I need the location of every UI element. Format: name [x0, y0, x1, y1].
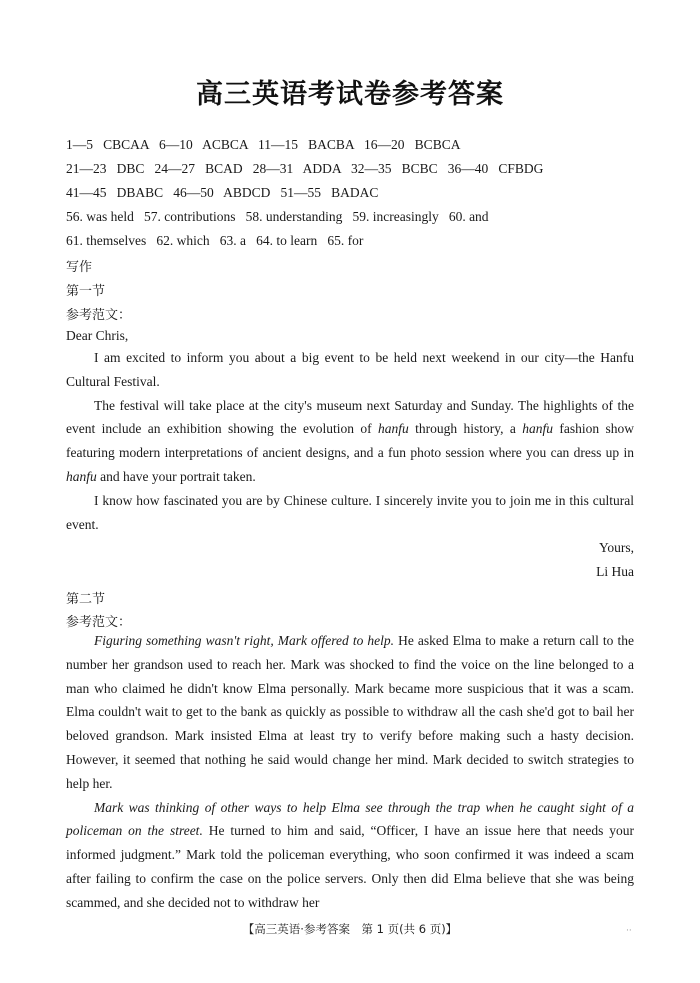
letter-signature: Li Hua — [596, 564, 634, 579]
section2-heading: 第二节 — [66, 592, 106, 607]
letter-paragraph-3: I know how fascinated you are by Chinese culture. I sincerely invite you to join me in this cultural event. — [66, 492, 634, 532]
letter-paragraph-2: The festival will take place at the city's museum next Saturday and Sunday. The highlights of the event include an exhibition showing the evolution of hanfu through history, a hanfu fashion show featuring modern interpretations of ancient designs, and a fun photo session where you can dress up in hanfu and have your portrait taken. — [66, 397, 634, 484]
section2-sample-label: 参考范文： — [66, 615, 132, 630]
answer-row-3: 41—45 DBABC 46—50 ABDCD 51—55 BADAC — [66, 185, 379, 200]
answer-row-5: 61. themselves 62. which 63. a 64. to learn 65. for — [66, 233, 364, 248]
section1-sample-label: 参考范文： — [66, 308, 132, 323]
answer-row-1: 1—5 CBCAA 6—10 ACBCA 11—15 BACBA 16—20 BCBCA — [66, 137, 461, 152]
answer-row-4: 56. was held 57. contributions 58. understanding 59. increasingly 60. and — [66, 209, 489, 224]
page-title: 高三英语考试卷参考答案 — [196, 79, 504, 110]
story-paragraph-1: Figuring something wasn't right, Mark offered to help. He asked Elma to make a return call to the number her grandson used to reach her. Mark was shocked to find the voice on the line belonged to a man who claimed he didn't know Elma personally. Mark became more suspicious that it was a scam. Elma couldn't wait to get to the bank as quickly as possible to withdraw all the cash she'd got to bail her beloved grandson. Mark insisted Elma at least try to verify before making such a hasty decision. However, it seemed that nothing he said would change her mind. Mark decided to switch strategies to help her. — [66, 633, 634, 791]
letter-paragraph-1: I am excited to inform you about a big event to be held next weekend in our city—the Hanfu Cultural Festival. — [66, 350, 634, 389]
answer-row-2: 21—23 DBC 24—27 BCAD 28—31 ADDA 32—35 BCBC 36—40 CFBDG — [66, 161, 544, 176]
letter-closing: Yours, — [598, 540, 634, 555]
footer-mark: ·· — [626, 926, 632, 936]
section1-heading: 第一节 — [66, 284, 106, 299]
writing-heading: 写作 — [66, 260, 93, 275]
letter-greeting: Dear Chris, — [66, 328, 129, 343]
page-footer: 【高三英语·参考答案 第 1 页(共 6 页)】 — [242, 922, 458, 936]
story-body — [66, 629, 634, 915]
letter-body — [66, 346, 634, 536]
story-paragraph-2: Mark was thinking of other ways to help Elma see through the trap when he caught sight of a policeman on the street. He turned to him and said, “Officer, I have an issue here that needs your informed judgment.” Mark told the policeman everything, who soon confirmed it was indeed a scam after failing to confirm the case on the police servers. Only then did Elma believe that she was being scammed, and she decided not to withdraw her — [66, 799, 634, 910]
